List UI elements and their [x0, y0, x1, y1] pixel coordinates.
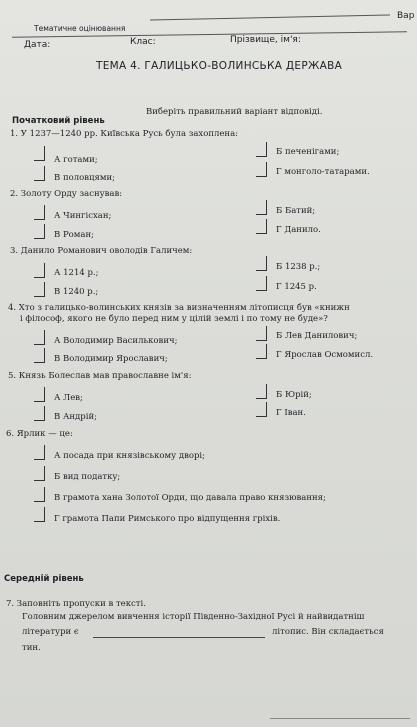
variant-label: Вар	[397, 11, 415, 21]
date-label: Дата:	[24, 40, 51, 50]
q7-line-3: тин.	[22, 643, 41, 653]
q7-line-2a: літератури є	[22, 627, 79, 637]
q1-option-c: В половцями;	[54, 173, 116, 183]
answer-box[interactable]	[34, 263, 45, 278]
q1-option-b: Б печенігами;	[276, 147, 340, 157]
q5-option-a: А Лев;	[54, 393, 83, 403]
answer-box[interactable]	[34, 445, 45, 460]
q4-option-b: Б Лев Данилович;	[276, 331, 358, 341]
instruction: Виберіть правильний варіант відповіді.	[146, 107, 323, 117]
answer-box[interactable]	[256, 256, 267, 271]
q2-option-d: Г Данило.	[276, 225, 321, 235]
q2-option-b: Б Батий;	[276, 206, 316, 216]
q2-option-a: А Чингісхан;	[54, 211, 112, 221]
q3-option-c: В 1240 р.;	[54, 287, 99, 297]
answer-box[interactable]	[256, 162, 267, 177]
answer-box[interactable]	[34, 406, 45, 421]
answer-box[interactable]	[34, 224, 45, 239]
question-3: 3. Данило Романович оволодів Галичем:	[10, 246, 193, 256]
answer-box[interactable]	[34, 330, 45, 345]
answer-box[interactable]	[256, 276, 267, 291]
q4-option-d: Г Ярослав Осмомисл.	[276, 350, 374, 360]
topic-title: ТЕМА 4. ГАЛИЦЬКО-ВОЛИНСЬКА ДЕРЖАВА	[96, 60, 343, 72]
answer-box[interactable]	[256, 344, 267, 359]
answer-box[interactable]	[256, 326, 267, 341]
bottom-rule	[270, 718, 410, 719]
answer-box[interactable]	[34, 507, 45, 522]
question-5: 5. Князь Болеслав мав православне ім'я:	[8, 371, 192, 381]
answer-box[interactable]	[34, 146, 45, 161]
answer-box[interactable]	[34, 487, 45, 502]
answer-box[interactable]	[34, 205, 45, 220]
q3-option-b: Б 1238 р.;	[276, 262, 321, 272]
q4-option-a: А Володимир Василькович;	[54, 336, 178, 346]
answer-box[interactable]	[34, 466, 45, 481]
answer-box[interactable]	[256, 200, 267, 215]
q6-option-c: В грамота хана Золотої Орди, що давала право князювання;	[54, 493, 326, 503]
answer-box[interactable]	[256, 402, 267, 417]
q4-option-c: В Володимир Ярославич;	[54, 354, 168, 364]
answer-box[interactable]	[256, 219, 267, 234]
q6-option-d: Г грамота Папи Римського про відпущення гріхів.	[54, 514, 281, 524]
level-initial: Початковий рівень	[12, 116, 105, 126]
question-4: 4. Хто з галицько-волинських князів за визначенням літописця був «книжн	[8, 303, 350, 313]
q7-line-2b: літопис. Він складається	[272, 627, 384, 637]
question-6: 6. Ярлик — це:	[6, 429, 73, 439]
q7-blank-line[interactable]	[93, 637, 265, 638]
question-1: 1. У 1237—1240 рр. Київська Русь була захоплена:	[10, 129, 239, 139]
q5-option-d: Г Іван.	[276, 408, 306, 418]
answer-box[interactable]	[256, 142, 267, 157]
q2-option-c: В Роман;	[54, 230, 94, 240]
q1-option-a: А готами;	[54, 155, 98, 165]
level-middle: Середній рівень	[4, 574, 84, 584]
q5-option-b: Б Юрій;	[276, 390, 312, 400]
assessment-label: Тематичне оцінювання	[34, 24, 126, 33]
question-2: 2. Золоту Орду заснував:	[10, 189, 123, 199]
question-4-cont: і філософ, якого не було перед ним у цілій землі і по тому не буде»?	[20, 314, 328, 324]
q5-option-c: В Андрій;	[54, 412, 97, 422]
q6-option-a: А посада при князівському дворі;	[54, 451, 205, 461]
name-label: Прізвище, ім'я:	[230, 35, 301, 45]
q3-option-a: А 1214 р.;	[54, 268, 99, 278]
q1-option-d: Г монголо-татарами.	[276, 167, 370, 177]
answer-box[interactable]	[34, 348, 45, 363]
q3-option-d: Г 1245 р.	[276, 282, 317, 292]
answer-box[interactable]	[34, 166, 45, 181]
class-label: Клас:	[130, 37, 156, 47]
q7-line-1: Головним джерелом вивчення історії Південно-Західної Русі й найвидатніш	[22, 612, 365, 622]
answer-box[interactable]	[34, 387, 45, 402]
question-7: 7. Заповніть пропуски в тексті.	[6, 599, 146, 609]
q6-option-b: Б вид податку;	[54, 472, 121, 482]
answer-box[interactable]	[256, 384, 267, 399]
answer-box[interactable]	[34, 282, 45, 297]
variant-line	[150, 14, 390, 20]
